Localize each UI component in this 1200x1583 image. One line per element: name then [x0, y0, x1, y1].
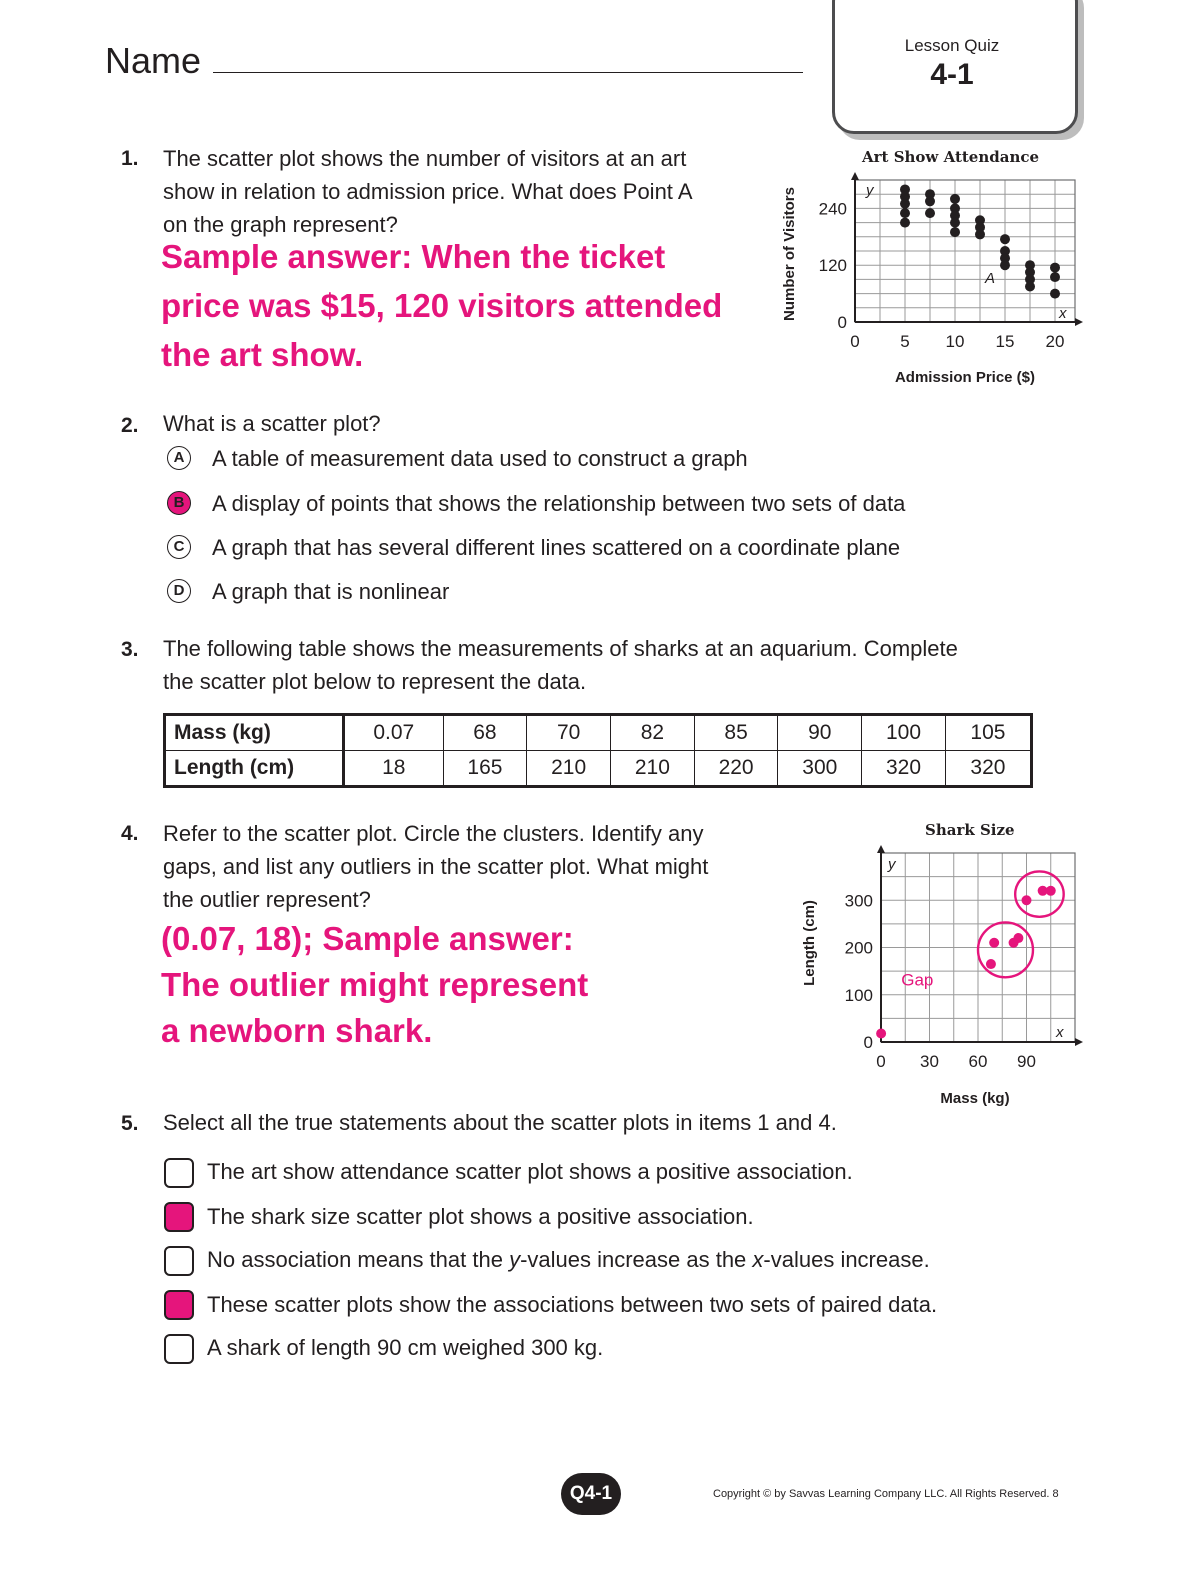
data-point	[1025, 282, 1035, 292]
q1-line: The scatter plot shows the number of visitors at an art	[163, 146, 687, 171]
table-cell: 100	[862, 715, 946, 751]
data-point	[900, 208, 910, 218]
table-row	[165, 751, 1032, 787]
q1-answer-line: the art show.	[161, 336, 364, 373]
y-tick-label: 0	[837, 313, 847, 332]
y-axis-arrow	[851, 172, 859, 180]
table-row	[165, 715, 1032, 751]
q1-number: 1.	[121, 147, 139, 170]
x-tick-label: 15	[995, 332, 1015, 351]
chart2-title: Shark Size	[925, 821, 1015, 839]
table-cell: 0.07	[344, 715, 444, 751]
q4-line: the outlier represent?	[163, 887, 371, 912]
option-a-text: A table of measurement data used to construct a graph	[212, 446, 748, 471]
table-cell: 85	[694, 715, 778, 751]
q4-line: Refer to the scatter plot. Circle the clusters. Identify any	[163, 821, 704, 846]
option-b-bubble[interactable]: B	[167, 491, 191, 515]
chart2-y-axis-label: Length (cm)	[801, 900, 818, 986]
shark-measurement-table	[163, 713, 1033, 788]
art-show-scatter-plot	[770, 168, 1090, 390]
q4-answer-line: (0.07, 18); Sample answer:	[161, 920, 574, 957]
x-tick-label: 0	[876, 1052, 886, 1071]
q4-line: gaps, and list any outliers in the scatter plot. What might	[163, 854, 709, 879]
data-point	[925, 196, 935, 206]
table-cell: 320	[945, 751, 1031, 787]
q1-answer-line: price was $15, 120 visitors attended	[161, 287, 723, 324]
y-tick-label: 300	[844, 891, 873, 911]
option-c-bubble[interactable]: C	[167, 535, 191, 559]
q4-question	[163, 817, 708, 916]
y-tick-label: 120	[818, 256, 847, 276]
table-cell: 18	[344, 751, 444, 787]
page-badge: Q4-1	[561, 1473, 621, 1515]
table-cell: 90	[778, 715, 862, 751]
q1-line: show in relation to admission price. What does Point A	[163, 179, 693, 204]
data-point	[986, 959, 996, 969]
lesson-quiz-label: Lesson Quiz	[904, 36, 1000, 55]
chart2-x-letter: x	[1056, 1024, 1064, 1041]
q4-answer	[161, 916, 588, 1054]
data-point	[876, 1028, 886, 1038]
q4-number: 4.	[121, 822, 139, 845]
y-tick-label: 100	[844, 985, 873, 1005]
table-row-header: Mass (kg)	[165, 715, 344, 751]
statement-3-text: No association means that the y-values increase as the x-values increase.	[207, 1247, 930, 1272]
chart2-ticks	[845, 891, 1036, 1071]
data-point	[1013, 933, 1023, 943]
data-point	[925, 208, 935, 218]
chart2-x-axis-label: Mass (kg)	[940, 1090, 1010, 1107]
name-label: Name	[105, 40, 202, 81]
x-tick-label: 90	[1017, 1052, 1036, 1071]
q5-question: Select all the true statements about the scatter plots in items 1 and 4.	[163, 1110, 837, 1135]
option-b-text: A display of points that shows the relationship between two sets of data	[212, 491, 906, 516]
data-point	[1050, 263, 1060, 273]
shark-size-scatter-plot	[770, 843, 1090, 1111]
chart1-title: Art Show Attendance	[862, 148, 1040, 166]
q3-number: 3.	[121, 638, 139, 661]
chart1-x-letter: x	[1059, 305, 1067, 322]
x-tick-label: 10	[945, 332, 965, 351]
name-input-line[interactable]	[213, 72, 803, 73]
q1-question	[163, 142, 693, 241]
x-tick-label: 0	[850, 332, 860, 351]
data-point	[1050, 289, 1060, 299]
table-cell: 300	[778, 751, 862, 787]
table-cell: 220	[694, 751, 778, 787]
q3-line: The following table shows the measurements of sharks at an aquarium. Complete	[163, 636, 958, 661]
q1-answer-line: Sample answer: When the ticket	[161, 238, 666, 275]
table-cell: 320	[862, 751, 946, 787]
chart1-y-axis-label: Number of Visitors	[781, 187, 798, 321]
table-cell: 165	[443, 751, 527, 787]
y-tick-label: 240	[818, 199, 847, 219]
x-axis-arrow	[1075, 318, 1083, 326]
lesson-quiz-number: 4-1	[930, 58, 974, 91]
data-point	[1000, 234, 1010, 244]
x-tick-label: 60	[968, 1052, 988, 1071]
q1-line: on the graph represent?	[163, 212, 398, 237]
chart1-y-letter: y	[866, 182, 874, 199]
copyright-notice: Copyright © by Savvas Learning Company LLC. All Rights Reserved. 8	[713, 1488, 1059, 1500]
chart2-y-letter: y	[888, 856, 896, 873]
option-d-bubble[interactable]: D	[167, 579, 191, 603]
table-cell: 70	[527, 715, 611, 751]
option-d-text: A graph that is nonlinear	[212, 579, 450, 604]
statement-1-checkbox[interactable]	[164, 1158, 194, 1188]
q4-answer-line: The outlier might represent	[161, 966, 589, 1003]
x-tick-label: 20	[1045, 332, 1065, 351]
option-c-text: A graph that has several different lines scattered on a coordinate plane	[212, 535, 901, 560]
q1-answer	[161, 232, 722, 379]
statement-4-checkbox[interactable]	[164, 1290, 194, 1320]
data-point	[1000, 260, 1010, 270]
chart1-point-a-label: A	[985, 270, 996, 288]
x-axis-arrow	[1075, 1038, 1083, 1046]
cluster-circle	[978, 922, 1033, 977]
x-tick-label: 5	[900, 332, 910, 351]
statement-1-text: The art show attendance scatter plot shows a positive association.	[207, 1159, 853, 1184]
option-a-bubble[interactable]: A	[167, 446, 191, 470]
data-point	[1050, 272, 1060, 282]
data-point	[950, 218, 960, 228]
statement-5-checkbox[interactable]	[164, 1334, 194, 1364]
x-tick-label: 30	[920, 1052, 939, 1071]
chart1-axes	[851, 172, 1083, 326]
statement-2-checkbox[interactable]	[164, 1202, 194, 1232]
data-point	[950, 227, 960, 237]
data-point	[975, 229, 985, 239]
q2-number: 2.	[121, 414, 139, 437]
statement-2-text: The shark size scatter plot shows a positive association.	[207, 1204, 754, 1229]
data-point	[1022, 895, 1032, 905]
q2-question: What is a scatter plot?	[163, 411, 381, 436]
table-cell: 105	[945, 715, 1031, 751]
y-axis-arrow	[877, 845, 885, 853]
q3-question	[163, 632, 958, 698]
table-cell: 82	[611, 715, 695, 751]
table-cell: 68	[443, 715, 527, 751]
chart1-x-axis-label: Admission Price ($)	[894, 369, 1036, 386]
chart1-grid	[855, 180, 1075, 322]
q4-answer-line: a newborn shark.	[161, 1012, 433, 1049]
q3-line: the scatter plot below to represent the data.	[163, 669, 587, 694]
y-tick-label: 0	[863, 1033, 873, 1052]
data-point	[989, 938, 999, 948]
statement-3-checkbox[interactable]	[164, 1246, 194, 1276]
data-point	[900, 218, 910, 228]
statement-5-text: A shark of length 90 cm weighed 300 kg.	[207, 1335, 604, 1360]
q5-number: 5.	[121, 1112, 139, 1135]
data-point	[1046, 886, 1056, 896]
chart2-gap-label: Gap	[901, 970, 934, 990]
statement-4-text: These scatter plots show the associations between two sets of paired data.	[207, 1292, 938, 1317]
y-tick-label: 200	[844, 938, 873, 958]
table-cell: 210	[611, 751, 695, 787]
table-cell: 210	[527, 751, 611, 787]
data-point	[900, 199, 910, 209]
table-row-header: Length (cm)	[165, 751, 344, 787]
data-point	[950, 194, 960, 204]
